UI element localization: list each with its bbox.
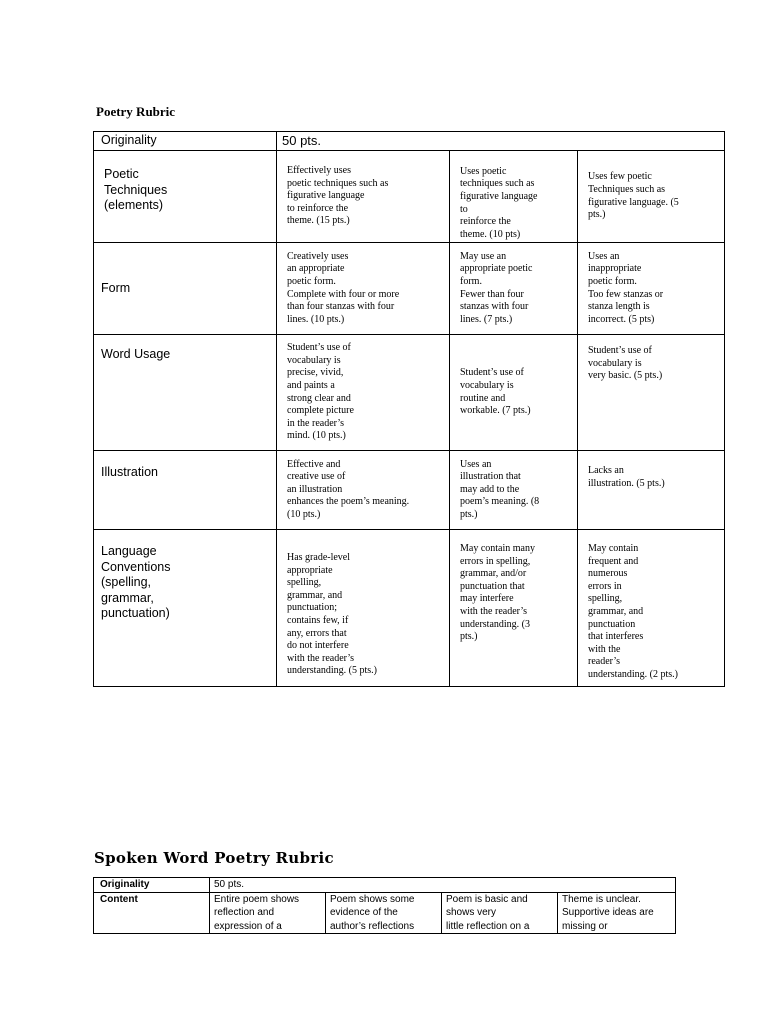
- poetry-rubric-table: [93, 131, 725, 687]
- criteria-cell: May contain many errors in spelling, grammar, and/or punctuation that may interfere with the reader’s understanding. (3 pts.): [460, 543, 535, 643]
- criteria-cell: Poem shows some evidence of the author’s reflections: [330, 893, 415, 932]
- criteria-cell: Student’s use of vocabulary is very basic. (5 pts.): [588, 345, 663, 382]
- rubric-row-language-conventions: [94, 530, 725, 687]
- originality-label: Originality: [101, 133, 157, 148]
- rubric-row-word-usage: [94, 335, 725, 451]
- originality-label: Originality: [100, 879, 150, 890]
- criteria-cell: Entire poem shows reflection and expression of a: [214, 893, 300, 932]
- criteria-cell: May use an appropriate poetic form. Fewer than four stanzas with four lines. (7 pts.): [460, 250, 533, 325]
- rubric-header-row: [94, 132, 725, 151]
- criteria-cell: Theme is unclear. Supportive ideas are missing or: [562, 893, 654, 932]
- rubric-row-illustration: [94, 451, 725, 530]
- originality-points: 50 pts.: [214, 879, 245, 890]
- criteria-cell: Uses poetic techniques such as figurative language to reinforce the theme. (10 pts): [460, 165, 538, 240]
- criteria-cell: Uses an inappropriate poetic form. Too few stanzas or stanza length is incorrect. (5 pts): [588, 250, 664, 325]
- row-label: Word Usage: [101, 347, 171, 361]
- criteria-cell: Creatively uses an appropriate poetic form. Complete with four or more than four stanzas with four lines. (10 pts.): [287, 250, 400, 325]
- rubric-row-poetic-techniques: [94, 151, 725, 243]
- row-label: Poetic Techniques (elements): [104, 167, 168, 212]
- spoken-word-rubric-title: Spoken Word Poetry Rubric: [94, 849, 334, 867]
- row-label: Form: [101, 280, 131, 295]
- originality-points: 50 pts.: [282, 132, 322, 148]
- poetry-rubric-title: Poetry Rubric: [96, 104, 176, 119]
- row-label: Language Conventions (spelling, grammar, punctuation): [101, 544, 171, 620]
- criteria-cell: Uses few poetic Techniques such as figurative language. (5 pts.): [588, 171, 679, 221]
- criteria-cell: Effectively uses poetic techniques such as figurative language to reinforce the theme. (15 pts.): [287, 165, 389, 227]
- criteria-cell: Has grade-level appropriate spelling, grammar, and punctuation; contains few, if any, errors that do not interfere with the reader’s understanding. (5 pts.): [287, 552, 377, 677]
- criteria-cell: Effective and creative use of an illustration enhances the poem’s meaning. (10 pts.): [287, 458, 410, 520]
- criteria-cell: Poem is basic and shows very little reflection on a: [446, 893, 530, 932]
- criteria-cell: Student’s use of vocabulary is routine and workable. (7 pts.): [460, 367, 531, 417]
- criteria-cell: Student’s use of vocabulary is precise, vivid, and paints a strong clear and complete picture in the reader’s mind. (10 pts.): [287, 342, 354, 442]
- row-label: Illustration: [101, 465, 158, 479]
- spoken-row-content: [94, 892, 676, 934]
- criteria-cell: Uses an illustration that may add to the poem’s meaning. (8 pts.): [460, 458, 540, 520]
- criteria-cell: May contain frequent and numerous errors in spelling, grammar, and punctuation that interferes with the reader’s understanding. (2 pts.): [588, 543, 678, 680]
- spoken-header-row: [94, 878, 676, 893]
- spoken-word-rubric-table: [93, 877, 676, 934]
- row-label: Content: [100, 893, 138, 905]
- rubric-row-form: [94, 243, 725, 335]
- criteria-cell: Lacks an illustration. (5 pts.): [588, 465, 665, 489]
